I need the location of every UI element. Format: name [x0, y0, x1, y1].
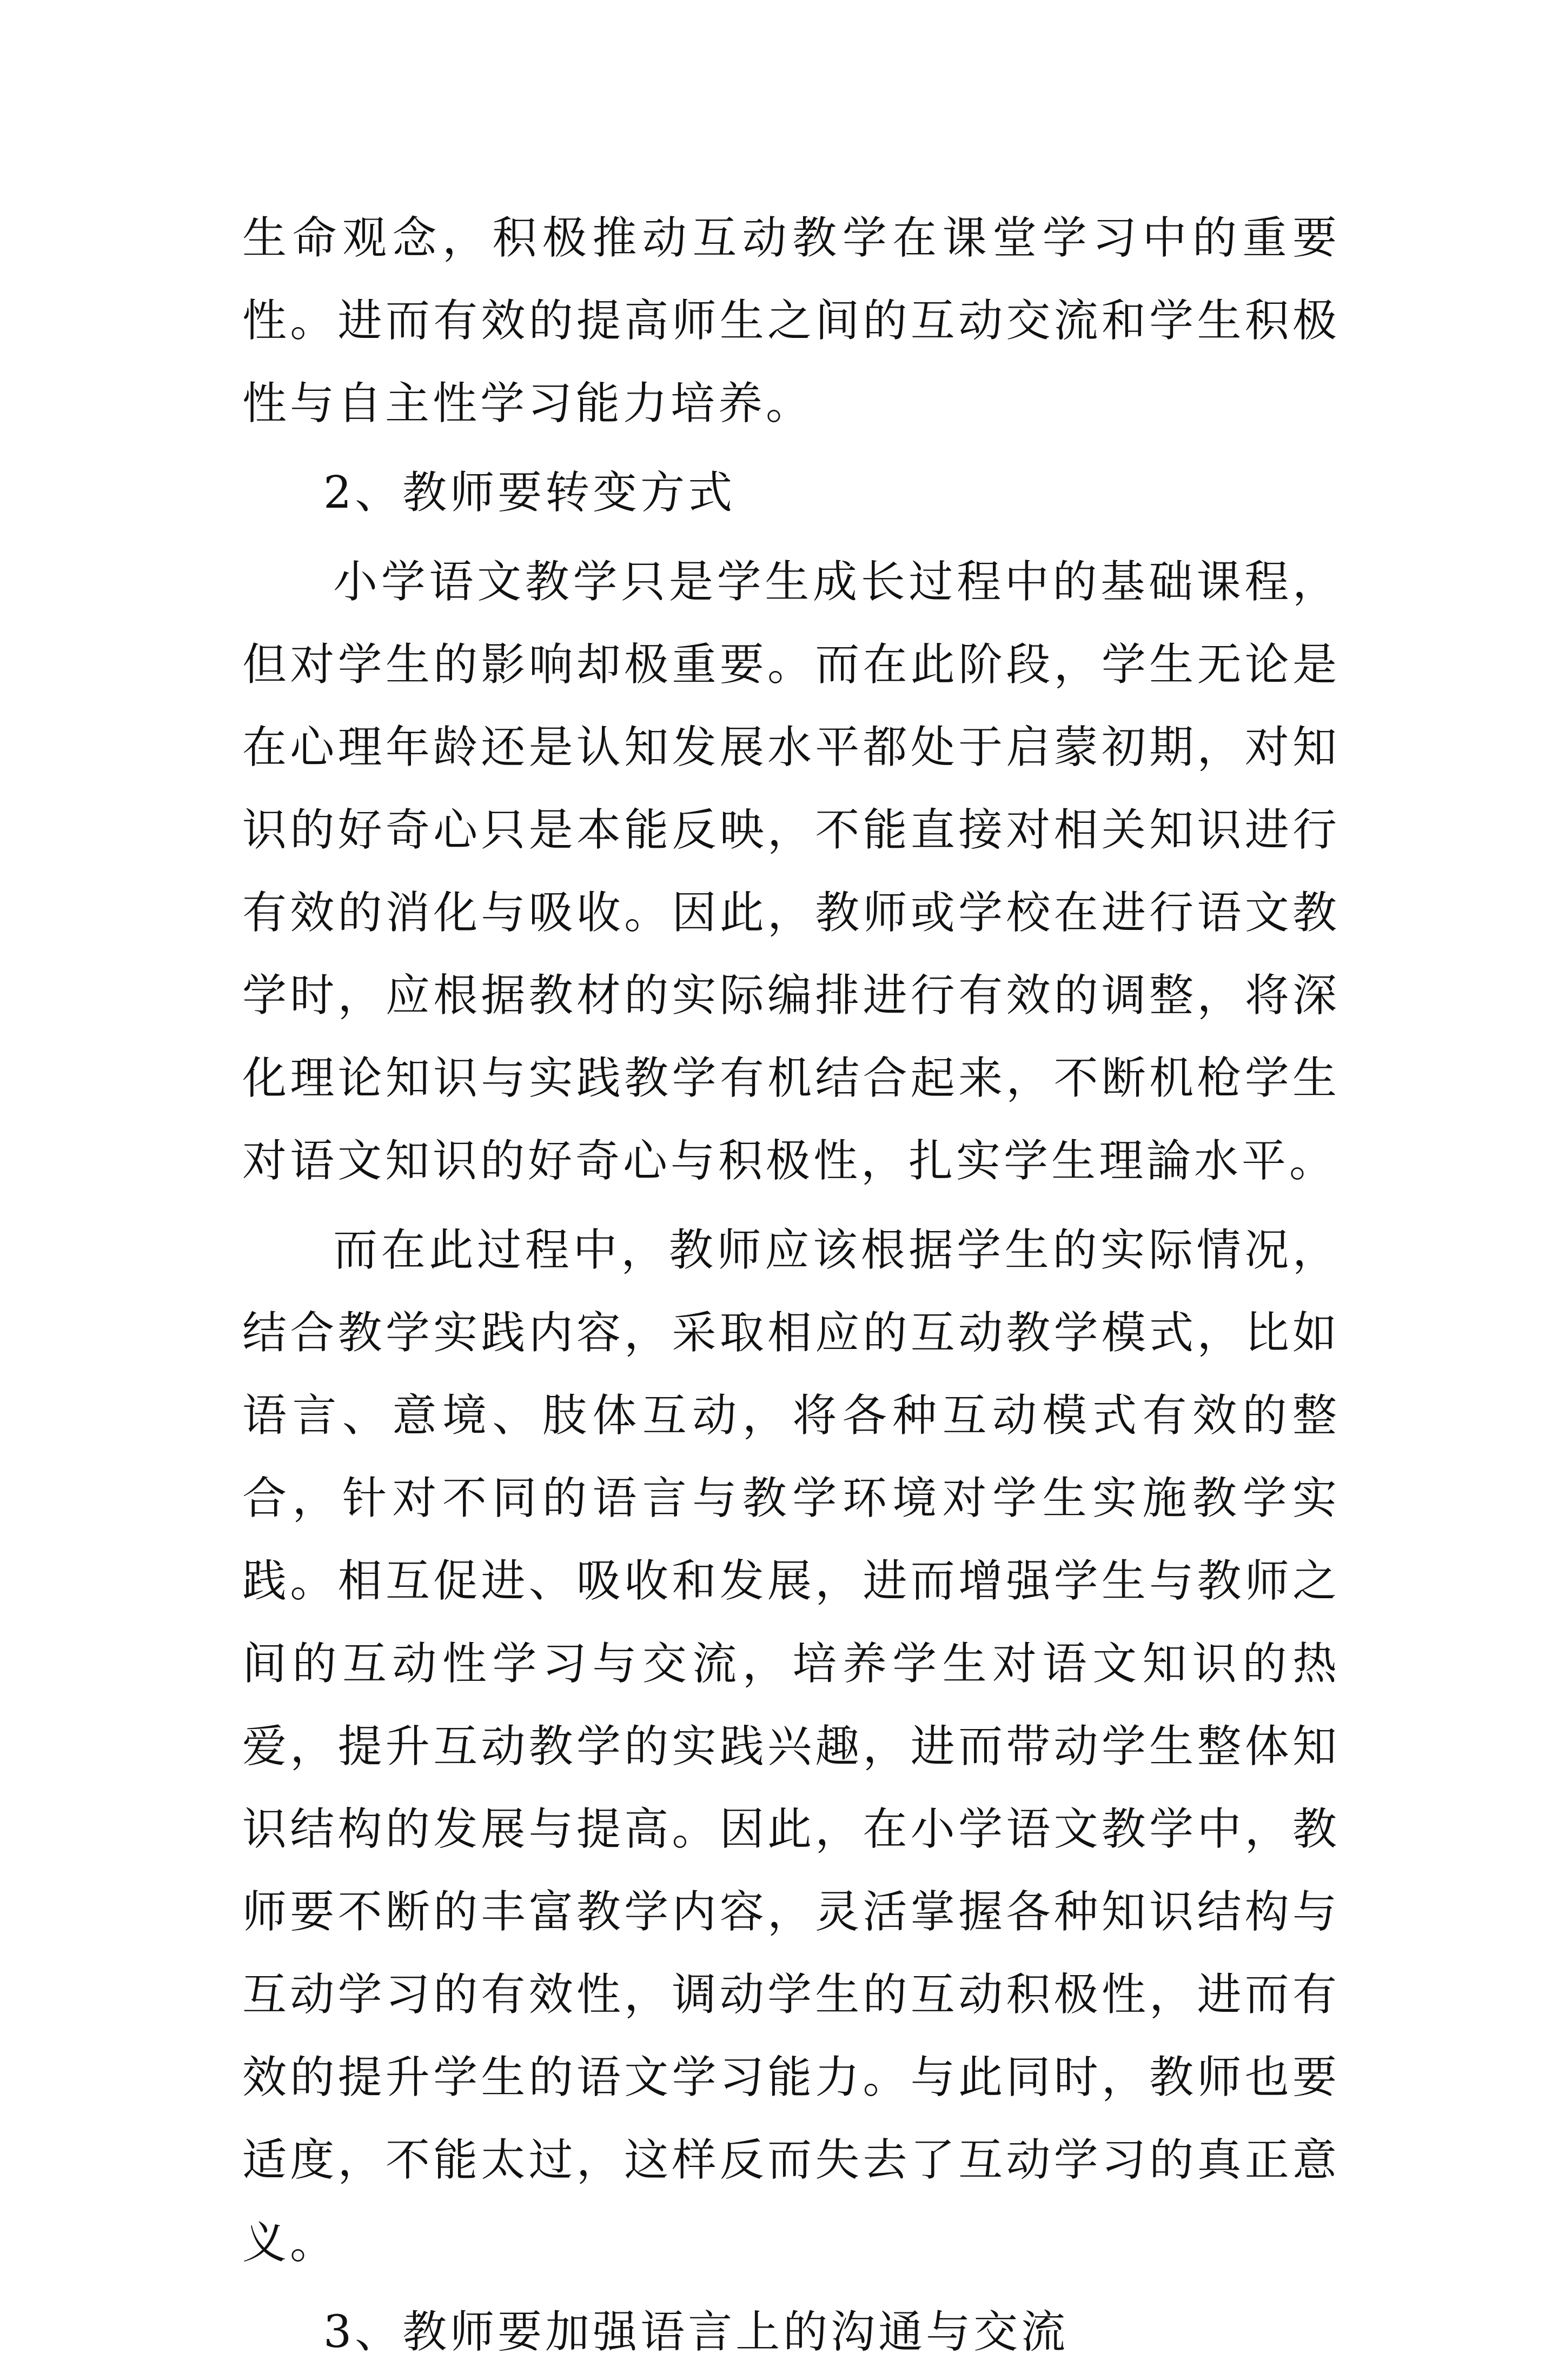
paragraph-basic-course: 小学语文教学只是学生成长过程中的基础课程，但对学生的影响却极重要。而在此阶段，学生无论是在心理年龄还是认知发展水平都处于启蒙初期，对知识的好奇心只是本能反映，不能直接对相关知识进行有效的消化与吸收。因此，教师或学校在进行语文教学时，应根据教材的实际编排进行有效的调整，将深化理论知识与实践教学有机结合起来，不断机枪学生对语文知识的好奇心与积极性，扎实学生理論水平。 — [242, 556, 1340, 1187]
document-body — [242, 197, 1340, 2380]
paragraph-intro: 生命观念，积极推动互动教学在课堂学习中的重要性。进而有效的提高师生之间的互动交流和学生积极性与自主性学习能力培养。 — [242, 212, 1340, 429]
section-heading-3: 3、教师要加强语言上的沟通与交流 — [323, 2306, 1069, 2358]
paragraph-interactive-mode: 而在此过程中，教师应该根据学生的实际情况，结合教学实践内容，采取相应的互动教学模式，比如语言、意境、肢体互动，将各种互动模式有效的整合，针对不同的语言与教学环境对学生实施教学实践。相互促进、吸收和发展，进而增强学生与教师之间的互动性学习与交流，培养学生对语文知识的热爱，提升互动教学的实践兴趣，进而带动学生整体知识结构的发展与提高。因此，在小学语文教学中，教师要不断的丰富教学内容，灵活掌握各种知识结构与互动学习的有效性，调动学生的互动积极性，进而有效的提升学生的语文学习能力。与此同时，教师也要适度，不能太过，这样反而失去了互动学习的真正意义。 — [242, 1225, 1340, 2269]
section-heading-2: 2、教师要转变方式 — [323, 467, 736, 518]
